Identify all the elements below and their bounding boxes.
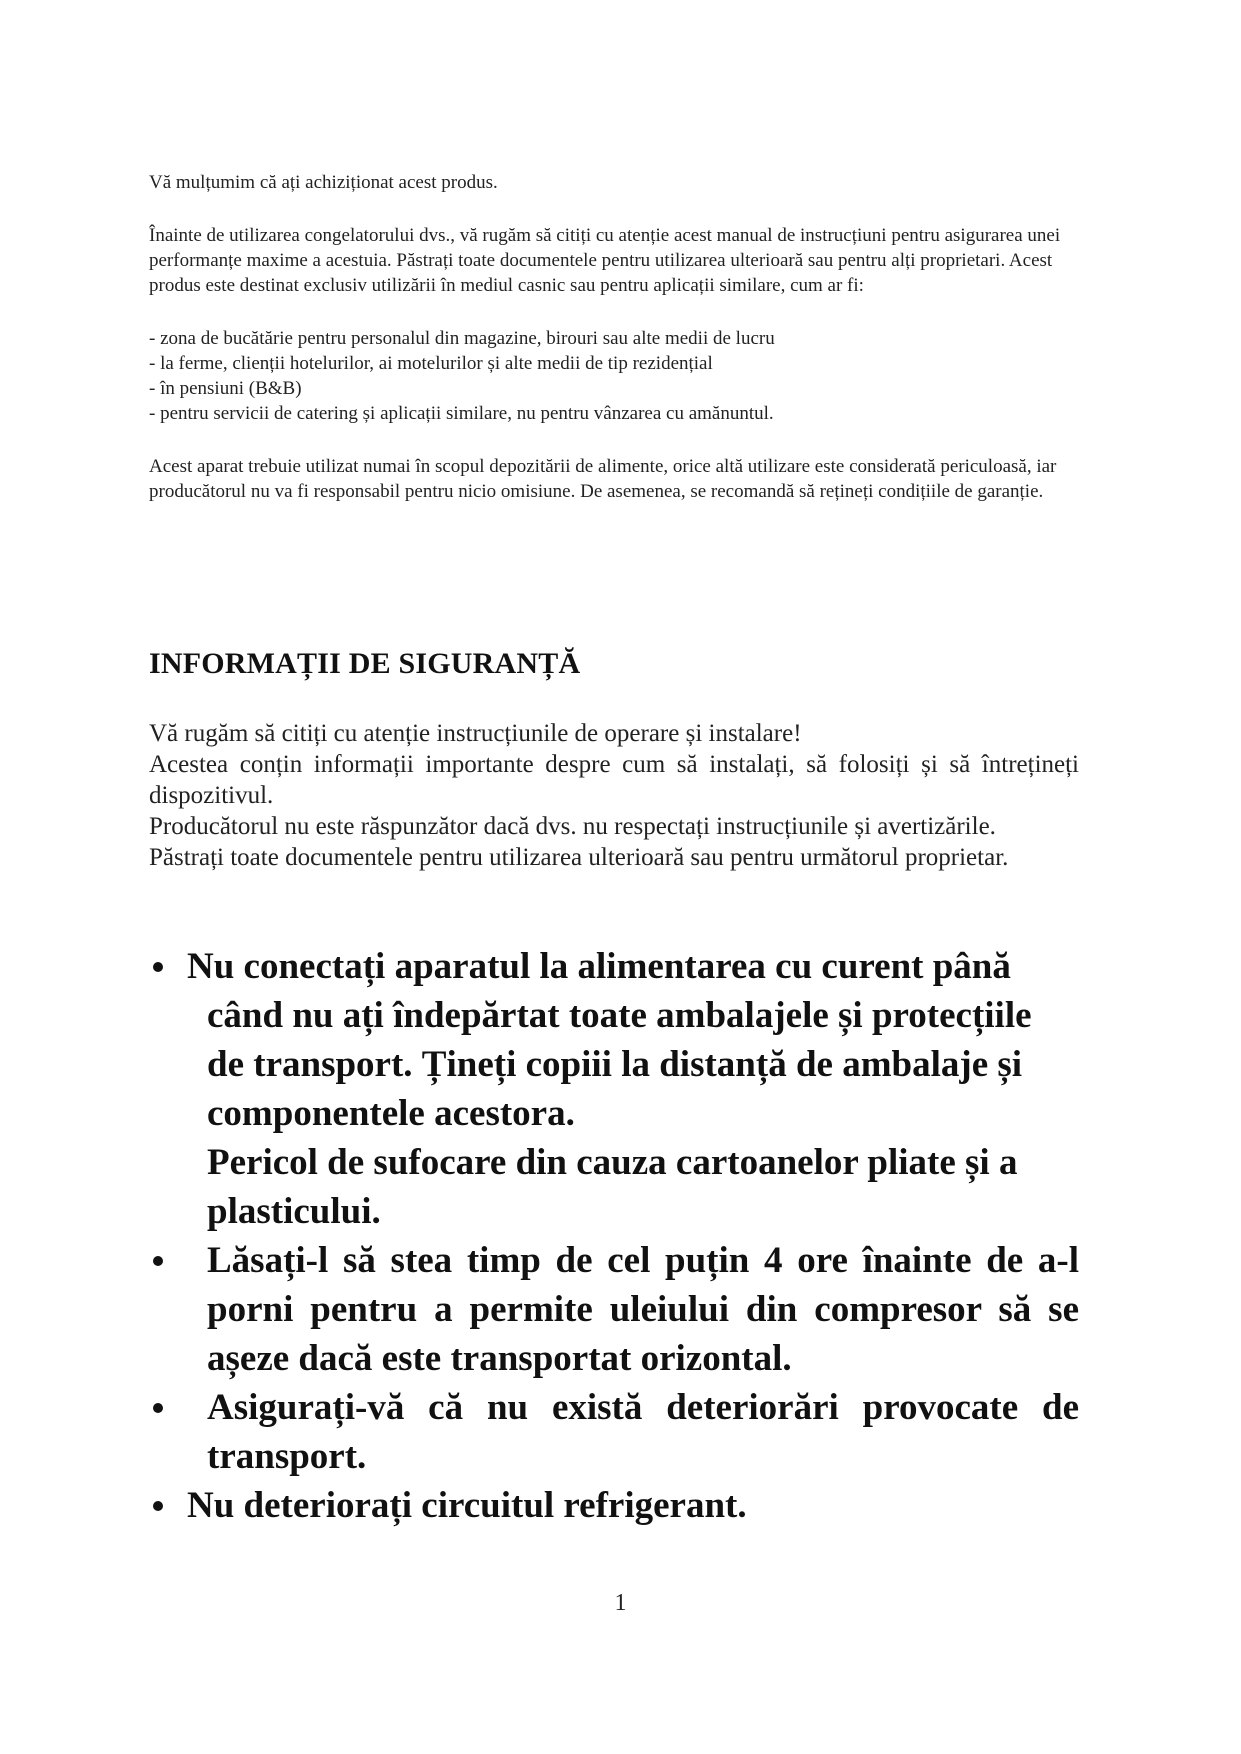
page-number: 1 <box>614 1590 627 1616</box>
list-item: - zona de bucătărie pentru personalul din magazine, birouri sau alte medii de lucru <box>149 328 775 349</box>
bullet-text: Asigurați-vă că nu există deteriorări provocate de transport. <box>207 1387 1079 1477</box>
bullet-dot-icon <box>153 1256 163 1266</box>
warranty-paragraph: Acest aparat trebuie utilizat numai în scopul depozitării de alimente, orice altă utilizare este considerată periculoasă, iar producătorul nu va fi responsabil pentru nicio omisiune. De asemenea, se recomandă să rețineți condițiile de garanție. <box>149 456 1057 502</box>
bullet-text: Lăsați-l să stea timp de cel puțin 4 ore înainte de a-l porni pentru a permite uleiului din compresor să se așeze dacă este transportat orizontal. <box>207 1240 1079 1379</box>
bullet-item <box>149 1383 1079 1481</box>
bullet-item <box>149 942 1079 1236</box>
bullet-text: plasticului. <box>207 1191 381 1232</box>
safety-paragraph: Acestea conțin informații importante despre cum să instalați, să folosiți și să întrețineți dispozitivul. <box>149 751 1079 809</box>
bullet-dot-icon <box>153 1501 163 1511</box>
list-item: - în pensiuni (B&B) <box>149 378 302 399</box>
list-item: - la ferme, clienții hotelurilor, ai motelurilor și alte medii de tip rezidențial <box>149 353 713 374</box>
bullet-text: componentele acestora. <box>207 1093 575 1134</box>
bullet-text: Pericol de sufocare din cauza cartoanelor pliate și a <box>207 1142 1018 1183</box>
safety-bullets <box>149 942 1079 1530</box>
bullet-text: de transport. Țineți copiii la distanță de ambalaje și <box>207 1044 1023 1085</box>
safety-paragraph: Producătorul nu este răspunzător dacă dvs. nu respectați instrucțiunile și avertizările. <box>149 813 996 840</box>
safety-intro <box>149 718 1079 873</box>
thanks-text: Vă mulțumim că ați achiziționat acest produs. <box>149 172 498 193</box>
safety-paragraph: Vă rugăm să citiți cu atenție instrucțiunile de operare și instalare! <box>149 720 802 747</box>
bullet-text: Nu deteriorați circuitul refrigerant. <box>187 1485 747 1526</box>
safety-paragraph: Păstrați toate documentele pentru utilizarea ulterioară sau pentru următorul proprietar. <box>149 844 1009 871</box>
list-item: - pentru servicii de catering și aplicații similare, nu pentru vânzarea cu amănuntul. <box>149 403 774 424</box>
bullet-dot-icon <box>153 1403 163 1413</box>
bullet-item <box>149 1236 1079 1383</box>
intro-paragraph: Înainte de utilizarea congelatorului dvs., vă rugăm să citiți cu atenție acest manual de instrucțiuni pentru asigurarea unei performanțe maxime a acestuia. Păstrați toate documentele pentru utilizarea ulterioară sau pentru alți proprietari. Acest produs este destinat exclusiv utilizării în mediul casnic sau pentru aplicații similare, cum ar fi: <box>149 225 1061 296</box>
safety-title: INFORMAȚII DE SIGURANȚĂ <box>149 647 581 680</box>
bullet-item <box>149 1481 1079 1530</box>
bullet-dot-icon <box>153 962 163 972</box>
bullet-text: când nu ați îndepărtat toate ambalajele și protecțiile <box>207 995 1032 1036</box>
bullet-text: Nu conectați aparatul la alimentarea cu curent până <box>187 946 1011 987</box>
usage-list <box>149 326 1079 426</box>
intro-section <box>149 170 1079 504</box>
